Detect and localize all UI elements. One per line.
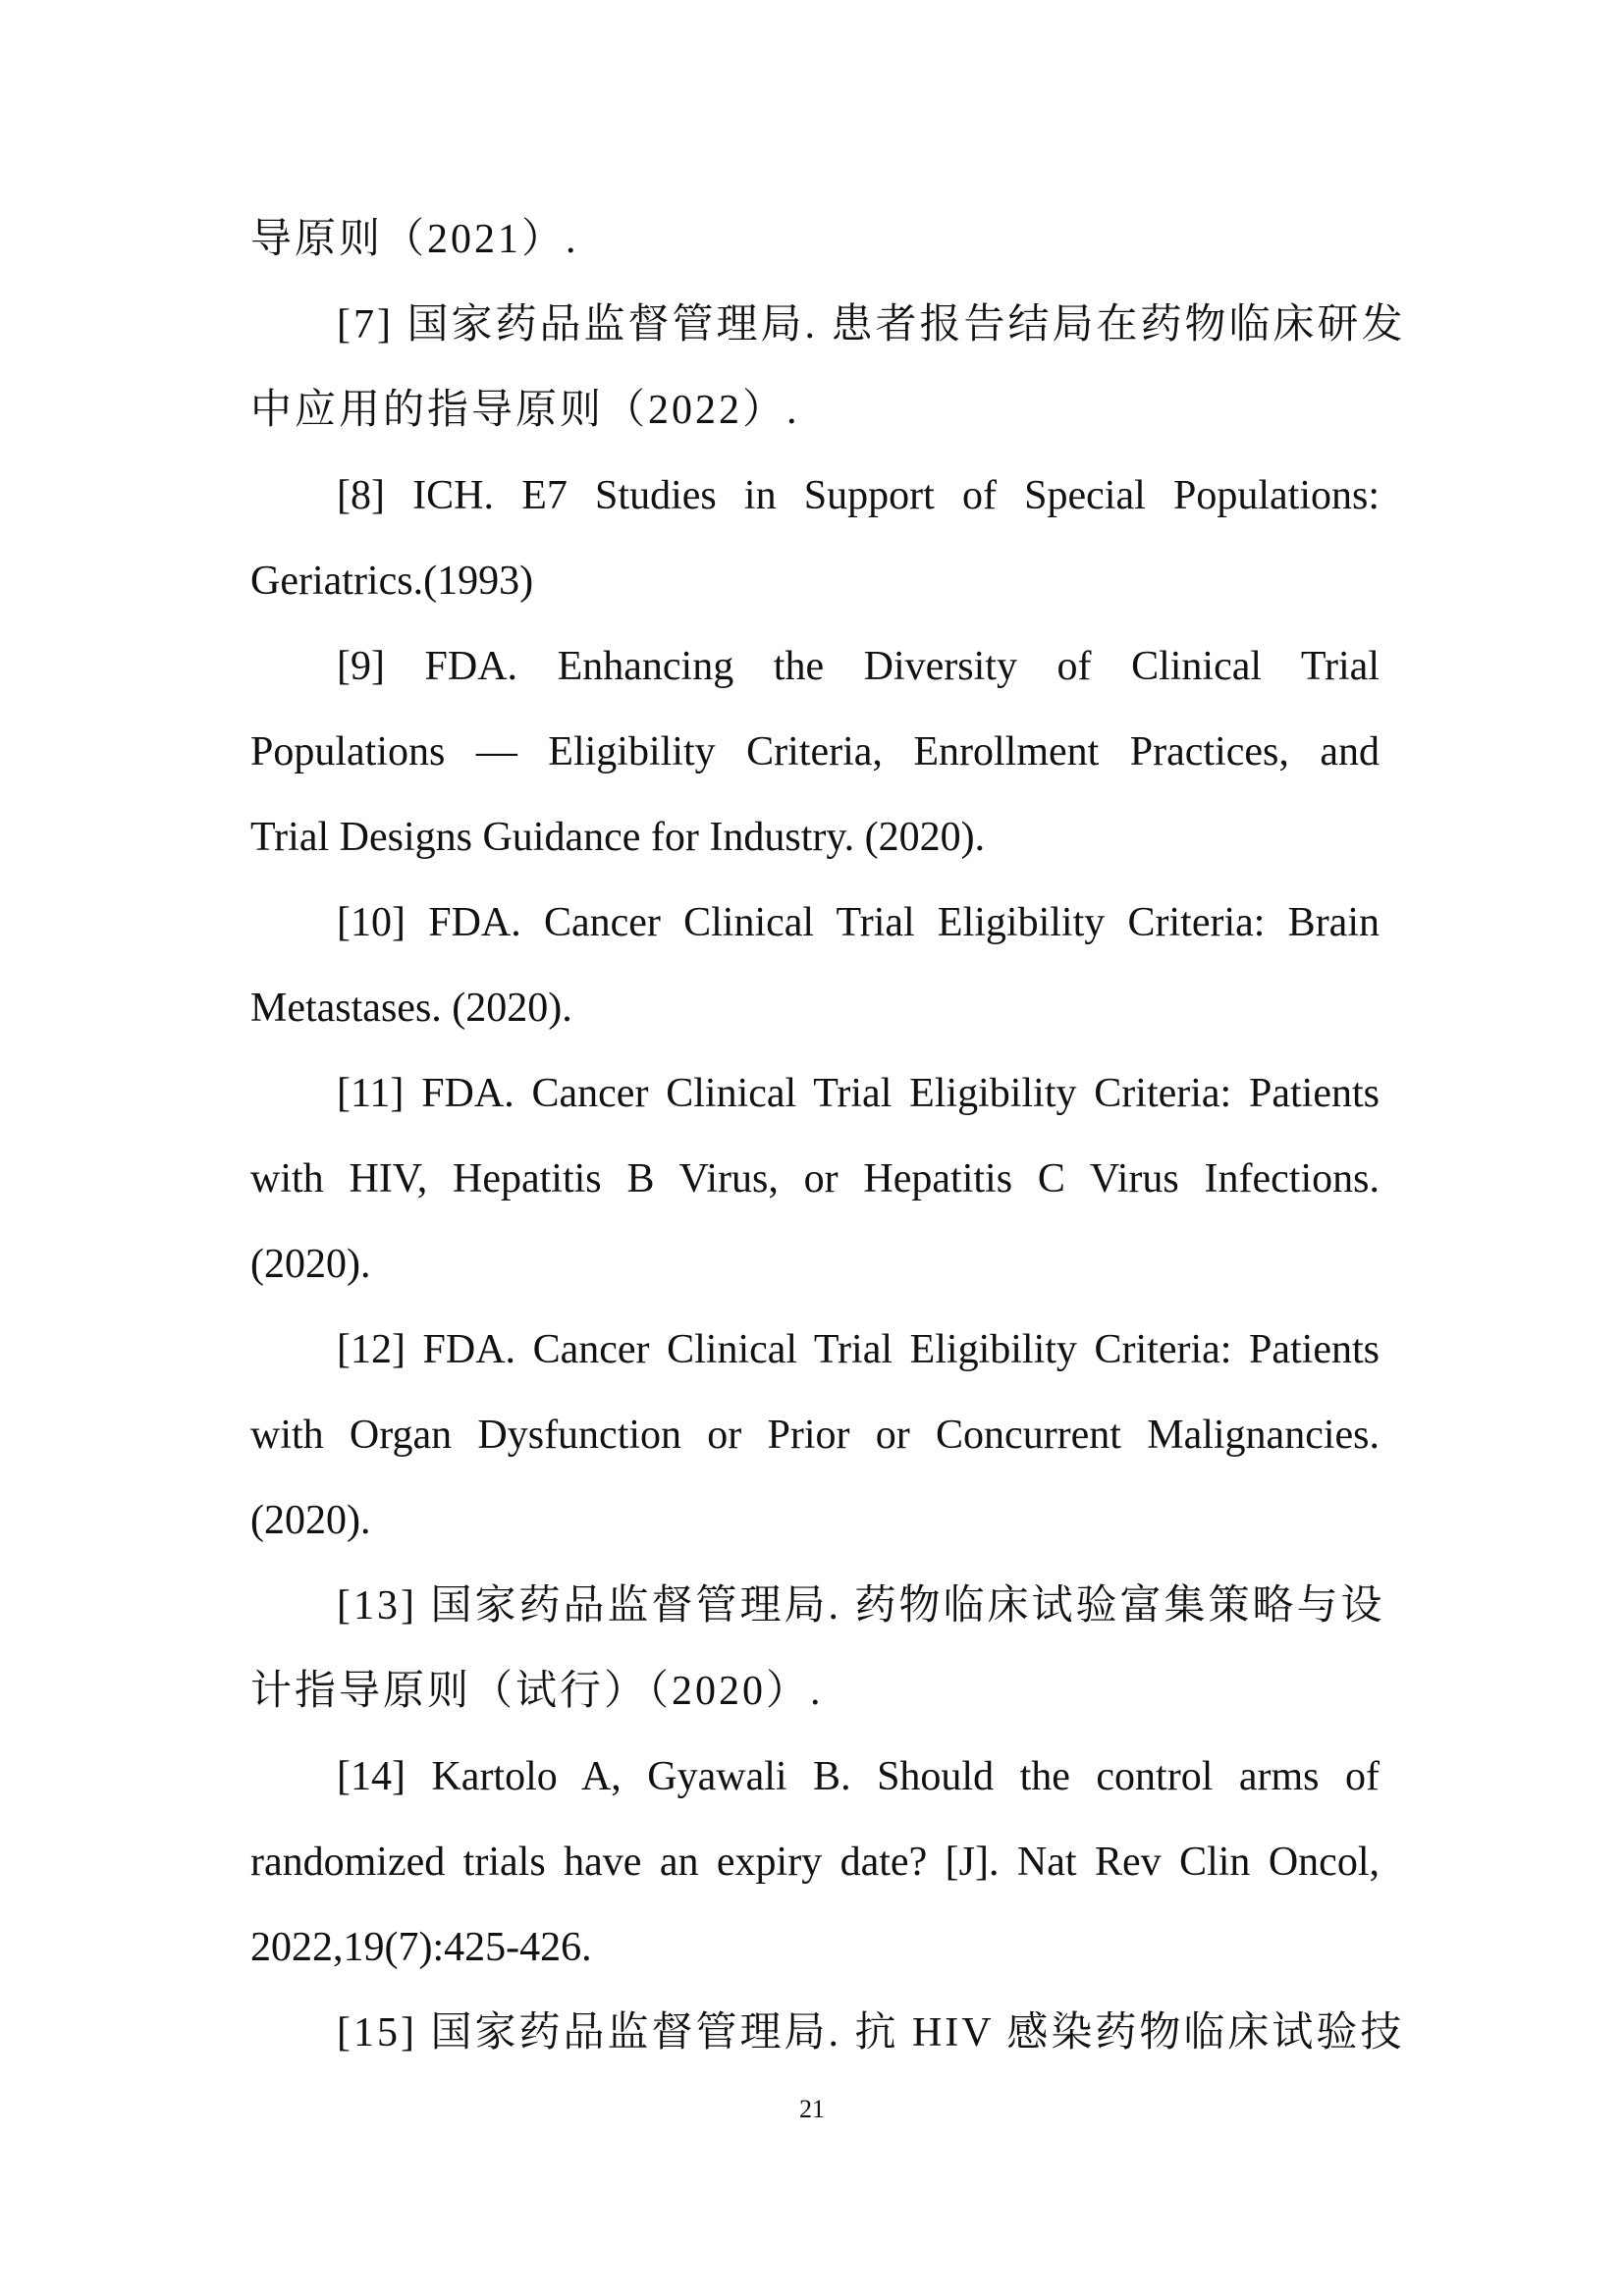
- reference-line: Populations — Eligibility Criteria, Enrollment Practices, and: [250, 729, 1380, 774]
- reference-line: 中应用的指导原则（2022）.: [250, 388, 800, 433]
- page-number: 21: [799, 2095, 825, 2123]
- reference-line: [14] Kartolo A, Gyawali B. Should the control arms of: [337, 1754, 1380, 1799]
- reference-line: [7] 国家药品监督管理局. 患者报告结局在药物临床研发: [337, 302, 1406, 347]
- reference-line: Metastases. (2020).: [250, 986, 572, 1031]
- reference-line: [12] FDA. Cancer Clinical Trial Eligibility Criteria: Patients: [337, 1327, 1380, 1372]
- reference-line: randomized trials have an expiry date? [J]. Nat Rev Clin Oncol,: [250, 1840, 1380, 1885]
- reference-line: Geriatrics.(1993): [250, 559, 534, 604]
- reference-line: (2020).: [250, 1242, 371, 1287]
- reference-line: 2022,19(7):425-426.: [250, 1925, 592, 1970]
- reference-line: 导原则（2021）.: [250, 217, 579, 262]
- reference-line: with Organ Dysfunction or Prior or Concurrent Malignancies.: [250, 1413, 1380, 1458]
- reference-line: Trial Designs Guidance for Industry. (2020).: [250, 815, 986, 860]
- reference-line: (2020).: [250, 1498, 371, 1543]
- reference-line: [9] FDA. Enhancing the Diversity of Clinical Trial: [337, 644, 1380, 689]
- reference-line: [13] 国家药品监督管理局. 药物临床试验富集策略与设: [337, 1583, 1385, 1629]
- reference-line: with HIV, Hepatitis B Virus, or Hepatitis C Virus Infections.: [250, 1156, 1380, 1201]
- reference-line: [11] FDA. Cancer Clinical Trial Eligibility Criteria: Patients: [337, 1071, 1380, 1116]
- reference-line: [8] ICH. E7 Studies in Support of Special Populations:: [337, 473, 1380, 518]
- reference-line: 计指导原则（试行）（2020）.: [250, 1669, 824, 1714]
- reference-line: [10] FDA. Cancer Clinical Trial Eligibility Criteria: Brain: [337, 900, 1380, 945]
- reference-line: [15] 国家药品监督管理局. 抗 HIV 感染药物临床试验技: [337, 2010, 1405, 2056]
